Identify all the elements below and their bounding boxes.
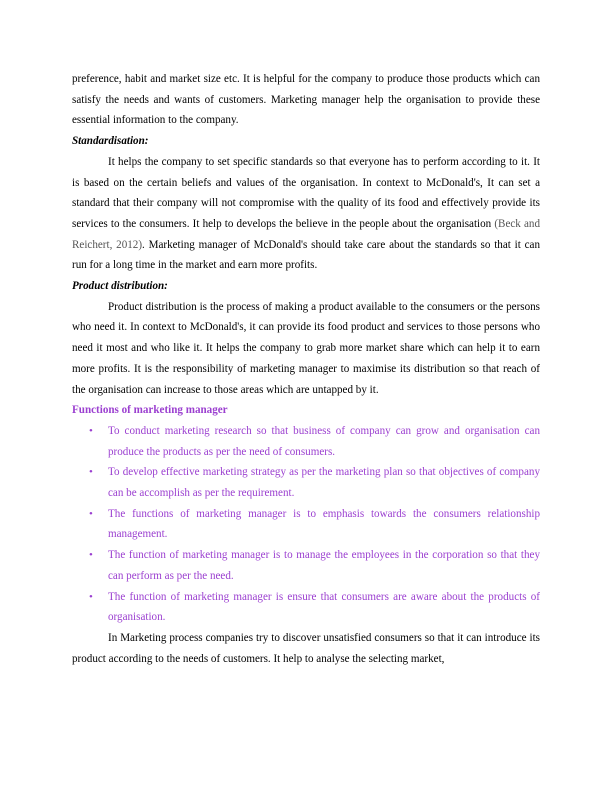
bullet-icon: • — [89, 424, 93, 437]
list-item-text: The function of marketing manager is to manage the employees in the corporation so that they can perform as per the need. — [108, 549, 540, 582]
page-content — [72, 69, 540, 669]
list-item — [72, 587, 540, 628]
paragraph-standardisation — [72, 152, 540, 276]
bullet-icon: • — [89, 590, 93, 603]
heading-standardisation: Standardisation: — [72, 135, 149, 148]
list-item-text: The functions of marketing manager is to emphasis towards the consumers relationship management. — [108, 507, 540, 541]
list-item — [72, 545, 540, 586]
list-item-text: The function of marketing manager is ensure that consumers are aware about the products of organisation. — [108, 590, 540, 624]
list-item — [72, 504, 540, 545]
heading-functions-of-marketing-manager: Functions of marketing manager — [72, 404, 228, 417]
paragraph-market-info: preference, habit and market size etc. It is helpful for the company to produce those products which can satisfy the needs and wants of customers. Marketing manager help the organisation to provide these essential information to the company. — [72, 73, 540, 127]
list-item-text: To conduct marketing research so that business of company can grow and organisation can produce the products as per the need of consumers. — [108, 424, 540, 458]
list-item — [72, 421, 540, 462]
bullet-icon: • — [89, 466, 93, 479]
paragraph-marketing-process: In Marketing process companies try to discover unsatisfied consumers so that it can introduce its product according to the needs of customers. It help to analyse the selecting market, — [72, 631, 540, 665]
bullet-icon: • — [89, 507, 93, 520]
functions-list — [72, 421, 540, 628]
list-item-text: To develop effective marketing strategy as per the marketing plan so that objectives of company can be accomplish as per the requirement. — [108, 466, 540, 500]
paragraph-standardisation-text-2: . Marketing manager of McDonald's should take care about the standards so that it can run for a long time in the market and earn more profits. — [72, 238, 540, 272]
paragraph-standardisation-text-1: It helps the company to set specific standards so that everyone has to perform according to it. It is based on the certain beliefs and values of the organisation. In context to McDonald's, It can set a standard that their company will not compromise with the quality of its food and effectively provide its services to the consumers. It help to develops the believe in the people about the organisation — [72, 155, 540, 230]
citation: (Beck and Reichert, 2012) — [72, 217, 540, 251]
heading-product-distribution: Product distribution: — [72, 280, 168, 293]
paragraph-product-distribution: Product distribution is the process of making a product available to the consumers or the persons who need it. In context to McDonald's, it can provide its food product and services to those persons who need it most and who like it. It helps the company to grab more market share which can help it to earn more profits. It is the responsibility of marketing manager to maximise its distribution so that reach of the organisation can increase to those areas which are untapped by it. — [72, 300, 540, 396]
list-item — [72, 462, 540, 503]
bullet-icon: • — [89, 549, 93, 562]
